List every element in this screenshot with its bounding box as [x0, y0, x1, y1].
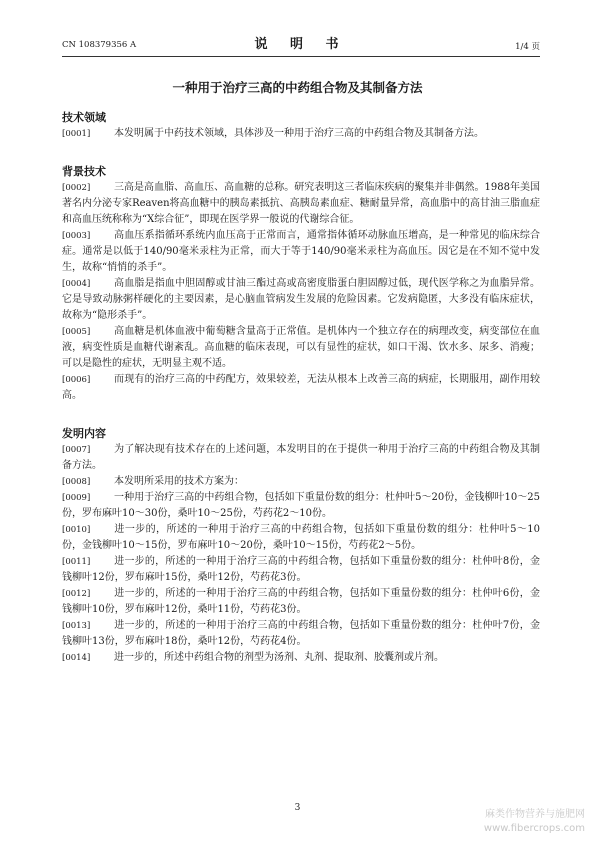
paragraph-text: 进一步的，所述的一种用于治疗三高的中药组合物，包括如下重量份数的组分：杜仲叶7份，金钱柳叶13份，罗布麻叶18份，桑叶12份，芍药花4份。 — [62, 620, 540, 647]
paragraph — [62, 474, 540, 490]
paragraph-number: [0005] — [62, 327, 91, 337]
paragraph-text: 为了解决现有技术存在的上述问题，本发明目的在于提供一种用于治疗三高的中药组合物及其制备方法。 — [62, 444, 540, 471]
paragraph-number: [0012] — [62, 589, 91, 599]
paragraph-number: [0009] — [62, 493, 91, 503]
watermark-line-2: www.fibercrops.com — [483, 823, 585, 834]
watermark-line-1: 麻类作物营养与施肥网 — [485, 809, 585, 820]
paragraph — [62, 180, 540, 228]
paragraph-text: 进一步的，所述中药组合物的剂型为汤剂、丸剂、提取剂、胶囊剂或片剂。 — [114, 652, 444, 663]
paragraph-text: 三高是高血脂、高血压、高血糖的总称。研究表明这三者临床疾病的聚集并非偶然。1988年美国著名内分泌专家Reaven将高血糖中的胰岛素抵抗、高胰岛素血症、糖耐量异常，高血脂中的高甘油三脂血症和高血压统称称为“X综合征”，即现在医学界一般说的代谢综合征。 — [62, 182, 540, 225]
paragraph-text: 高血脂是指血中胆固醇或甘油三酯过高或高密度脂蛋白胆固醇过低，现代医学称之为血脂异常。它是导致动脉粥样硬化的主要因素，是心脑血管病发生发展的危险因素。它发病隐匿，大多没有临床症状，故称为“隐形杀手”。 — [62, 278, 540, 321]
paragraph — [62, 372, 540, 404]
paragraph — [62, 554, 540, 586]
watermark — [484, 808, 585, 836]
doc-type: 说 明 书 — [254, 37, 348, 52]
paragraph-number: [0002] — [62, 183, 91, 193]
paragraph — [62, 522, 540, 554]
paragraph — [62, 228, 540, 276]
paragraph-number: [0008] — [62, 477, 91, 487]
document-title: 一种用于治疗三高的中药组合物及其制备方法 — [172, 80, 423, 95]
section-heading: 发明内容 — [62, 427, 106, 440]
paragraph-number: [0006] — [62, 375, 91, 385]
paragraph-number: [0014] — [62, 653, 91, 663]
paragraph — [62, 586, 540, 618]
paragraph — [62, 618, 540, 650]
paragraph-text: 进一步的，所述的一种用于治疗三高的中药组合物，包括如下重量份数的组分：杜仲叶5～10份，金钱柳叶10～15份，罗布麻叶10～20份，桑叶10～15份，芍药花2～5份。 — [62, 524, 540, 551]
paragraph-text: 本发明属于中药技术领域，具体涉及一种用于治疗三高的中药组合物及其制备方法。 — [114, 128, 484, 139]
paragraph-text: 而现有的治疗三高的中药配方，效果较差，无法从根本上改善三高的病症，长期服用，副作用较高。 — [62, 374, 540, 401]
paragraph-text: 高血压系指循环系统内血压高于正常而言，通常指体循环动脉血压增高，是一种常见的临床综合症。通常是以低于140/90毫米汞柱为正常，而大于等于140/90毫米汞柱为高血压。因它是在不知不觉中发生，故称“悄悄的杀手”。 — [62, 230, 540, 273]
paragraph — [62, 490, 540, 522]
paragraph-number: [0007] — [62, 445, 91, 455]
paragraph — [62, 126, 540, 142]
page-of: 1/4 页 — [515, 42, 540, 52]
paragraph — [62, 650, 540, 666]
page-header — [62, 30, 540, 57]
paragraph-text: 进一步的，所述的一种用于治疗三高的中药组合物，包括如下重量份数的组分：杜仲叶8份，金钱柳叶12份，罗布麻叶15份，桑叶12份，芍药花3份。 — [62, 556, 540, 583]
paragraph-number: [0013] — [62, 621, 91, 631]
section-heading: 背景技术 — [62, 165, 106, 178]
section-heading: 技术领域 — [62, 111, 106, 124]
paragraph — [62, 442, 540, 474]
paragraph — [62, 324, 540, 372]
paragraph-number: [0010] — [62, 525, 91, 535]
paragraph-number: [0011] — [62, 557, 91, 567]
page-number: 3 — [294, 803, 301, 813]
document-body — [62, 110, 540, 666]
paragraph-text: 一种用于治疗三高的中药组合物，包括如下重量份数的组分：杜仲叶5～20份，金钱柳叶10～25份，罗布麻叶10～30份，桑叶10～25份，芍药花2～10份。 — [62, 492, 540, 519]
paragraph — [62, 276, 540, 324]
paragraph-number: [0003] — [62, 231, 91, 241]
paragraph-number: [0001] — [62, 129, 91, 139]
paragraph-text: 本发明所采用的技术方案为： — [114, 476, 244, 487]
paragraph-text: 进一步的，所述的一种用于治疗三高的中药组合物，包括如下重量份数的组分：杜仲叶6份，金钱柳叶10份，罗布麻叶12份，桑叶11份，芍药花3份。 — [62, 588, 540, 615]
doc-number: CN 108379356 A — [62, 40, 137, 50]
paragraph-number: [0004] — [62, 279, 91, 289]
paragraph-text: 高血糖是机体血液中葡萄糖含量高于正常值。是机体内一个独立存在的病理改变，病变部位在血液，病变性质是血糖代谢紊乱。高血糖的临床表现，可以有显性的症状，如口干渴、饮水多、尿多、消瘦；可以是隐性的症状，无明显主观不适。 — [62, 326, 540, 369]
